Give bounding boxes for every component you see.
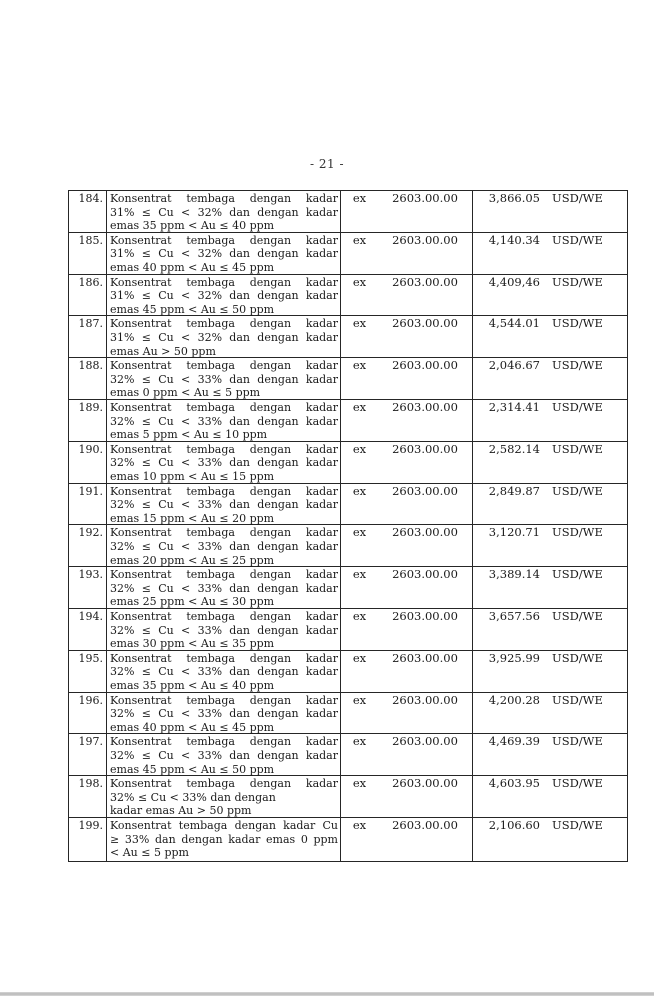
description-line: 32% ≤ Cu < 33% dan dengan kadar <box>110 748 338 762</box>
table-row <box>69 275 627 317</box>
price-value: 4,544.01 <box>488 316 540 331</box>
row-number: 185. <box>69 233 107 275</box>
description-line: emas 40 ppm < Au ≤ 45 ppm <box>110 720 275 734</box>
hs-code: 2603.00.00 <box>378 191 473 233</box>
description-line: Konsentrat tembaga dengan kadar <box>110 400 338 414</box>
row-number: 195. <box>69 651 107 693</box>
row-number: 189. <box>69 400 107 442</box>
ex-marker: ex <box>352 525 367 540</box>
hs-code: 2603.00.00 <box>378 693 473 735</box>
ex-marker: ex <box>352 776 367 791</box>
description-line: 31% ≤ Cu < 32% dan dengan kadar <box>110 289 338 303</box>
table-row <box>69 651 627 693</box>
description-cell <box>107 609 341 651</box>
description-cell <box>107 233 341 275</box>
row-number: 194. <box>69 609 107 651</box>
description-line: 31% ≤ Cu < 32% dan dengan kadar <box>110 247 338 261</box>
description-cell <box>107 734 341 776</box>
description-line: 32% ≤ Cu < 33% dan dengan kadar <box>110 456 338 470</box>
ex-marker: ex <box>352 608 367 623</box>
description-line: Konsentrat tembaga dengan kadar <box>110 609 338 623</box>
description-line: 32% ≤ Cu < 33% dan dengan kadar <box>110 372 338 386</box>
table-row <box>69 818 627 861</box>
row-number: 198. <box>69 776 107 818</box>
description-line: ≥ 33% dan dengan kadar emas 0 ppm <box>110 832 338 846</box>
hs-code: 2603.00.00 <box>378 400 473 442</box>
description-line: Konsentrat tembaga dengan kadar <box>110 192 338 205</box>
description-line: < Au ≤ 5 ppm <box>110 846 189 860</box>
description-line: 32% ≤ Cu < 33% dan dengan kadar <box>110 581 338 595</box>
price-unit: USD/WE <box>552 608 603 623</box>
description-line: Konsentrat tembaga dengan kadar <box>110 359 338 373</box>
description-line: emas 35 ppm < Au ≤ 40 ppm <box>110 678 275 692</box>
description-line: emas 30 ppm < Au ≤ 35 ppm <box>110 637 275 651</box>
description-line: emas 25 ppm < Au ≤ 30 ppm <box>110 595 275 609</box>
hs-code: 2603.00.00 <box>378 316 473 358</box>
row-number: 191. <box>69 484 107 526</box>
price-unit: USD/WE <box>552 191 603 205</box>
price-value: 2,314.41 <box>488 399 540 414</box>
description-line: 32% ≤ Cu < 33% dan dengan kadar <box>110 623 338 637</box>
description-line: 32% ≤ Cu < 33% dan dengan kadar <box>110 414 338 428</box>
price-unit: USD/WE <box>552 650 603 665</box>
description-line: 32% ≤ Cu < 33% dan dengan kadar <box>110 498 338 512</box>
tariff-table <box>68 190 628 862</box>
ex-marker: ex <box>352 692 367 707</box>
price-value: 2,046.67 <box>488 358 540 373</box>
description-line: emas 45 ppm < Au ≤ 50 ppm <box>110 302 275 316</box>
price-value: 4,469.39 <box>488 734 540 749</box>
price-unit: USD/WE <box>552 358 603 373</box>
description-line: 32% ≤ Cu < 33% dan dengan kadar <box>110 665 338 679</box>
ex-marker: ex <box>352 441 367 456</box>
price-value: 4,409,46 <box>488 274 540 289</box>
description-line: 32% ≤ Cu < 33% dan dengan kadar <box>110 539 338 553</box>
description-line: Konsentrat tembaga dengan kadar Cu <box>110 818 338 832</box>
price-unit: USD/WE <box>552 776 603 791</box>
ex-marker: ex <box>352 274 367 289</box>
description-cell <box>107 400 341 442</box>
row-number: 193. <box>69 567 107 609</box>
description-line: Konsentrat tembaga dengan kadar <box>110 317 338 331</box>
price-value: 4,603.95 <box>488 776 540 791</box>
price-unit: USD/WE <box>552 232 603 247</box>
price-value: 2,849.87 <box>488 483 540 498</box>
description-line: emas Au > 50 ppm <box>110 344 216 358</box>
description-line: Konsentrat tembaga dengan kadar <box>110 484 338 498</box>
row-number: 184. <box>69 191 107 233</box>
description-line: Konsentrat tembaga dengan kadar <box>110 651 338 665</box>
price-value: 2,582.14 <box>488 441 540 456</box>
description-line: 31% ≤ Cu < 32% dan dengan kadar <box>110 205 338 219</box>
table-row <box>69 525 627 567</box>
description-line: Konsentrat tembaga dengan kadar <box>110 442 338 456</box>
table-row <box>69 358 627 400</box>
description-line: Konsentrat tembaga dengan kadar <box>110 777 338 791</box>
page-number: - 21 - <box>309 157 344 171</box>
description-line: 32% ≤ Cu < 33% dan dengan kadar <box>110 707 338 721</box>
description-line: emas 45 ppm < Au ≤ 50 ppm <box>110 762 275 776</box>
description-line: 32% ≤ Cu < 33% dan dengan <box>110 790 276 804</box>
description-line: Konsentrat tembaga dengan kadar <box>110 693 338 707</box>
description-cell <box>107 567 341 609</box>
table-row <box>69 734 627 776</box>
price-value: 4,140.34 <box>488 232 540 247</box>
table-row <box>69 484 627 526</box>
table-row <box>69 400 627 442</box>
description-line: 31% ≤ Cu < 32% dan dengan kadar <box>110 330 338 344</box>
description-line: emas 40 ppm < Au ≤ 45 ppm <box>110 260 275 274</box>
ex-marker: ex <box>352 399 367 414</box>
price-unit: USD/WE <box>552 483 603 498</box>
ex-marker: ex <box>352 232 367 247</box>
hs-code: 2603.00.00 <box>378 609 473 651</box>
row-number: 197. <box>69 734 107 776</box>
table-row <box>69 233 627 275</box>
price-value: 3,120.71 <box>488 525 540 540</box>
description-line: Konsentrat tembaga dengan kadar <box>110 275 338 289</box>
description-line: emas 35 ppm < Au ≤ 40 ppm <box>110 219 275 233</box>
description-cell <box>107 191 341 233</box>
hs-code: 2603.00.00 <box>378 525 473 567</box>
price-value: 4,200.28 <box>488 692 540 707</box>
row-number: 187. <box>69 316 107 358</box>
hs-code: 2603.00.00 <box>378 484 473 526</box>
ex-marker: ex <box>352 191 367 205</box>
price-unit: USD/WE <box>552 567 603 582</box>
description-cell <box>107 651 341 693</box>
hs-code: 2603.00.00 <box>378 567 473 609</box>
description-cell <box>107 316 341 358</box>
row-number: 186. <box>69 275 107 317</box>
row-number: 188. <box>69 358 107 400</box>
description-line: emas 5 ppm < Au ≤ 10 ppm <box>110 428 268 442</box>
hs-code: 2603.00.00 <box>378 734 473 776</box>
description-line: Konsentrat tembaga dengan kadar <box>110 526 338 540</box>
table-row <box>69 567 627 609</box>
description-cell <box>107 484 341 526</box>
hs-code: 2603.00.00 <box>378 776 473 818</box>
ex-marker: ex <box>352 817 367 832</box>
row-number: 190. <box>69 442 107 484</box>
hs-code: 2603.00.00 <box>378 442 473 484</box>
description-line: emas 0 ppm < Au ≤ 5 ppm <box>110 386 261 400</box>
row-number: 196. <box>69 693 107 735</box>
ex-marker: ex <box>352 358 367 373</box>
table-row <box>69 442 627 484</box>
table-row <box>69 191 627 233</box>
hs-code: 2603.00.00 <box>378 233 473 275</box>
hs-code: 2603.00.00 <box>378 651 473 693</box>
price-value: 3,925.99 <box>488 650 540 665</box>
price-unit: USD/WE <box>552 399 603 414</box>
description-cell <box>107 358 341 400</box>
description-line: kadar emas Au > 50 ppm <box>110 804 252 818</box>
price-unit: USD/WE <box>552 525 603 540</box>
price-unit: USD/WE <box>552 316 603 331</box>
description-cell <box>107 693 341 735</box>
description-line: Konsentrat tembaga dengan kadar <box>110 568 338 582</box>
ex-marker: ex <box>352 567 367 582</box>
price-unit: USD/WE <box>552 441 603 456</box>
table-row <box>69 776 627 818</box>
description-cell <box>107 776 341 818</box>
hs-code: 2603.00.00 <box>378 358 473 400</box>
description-cell <box>107 818 341 861</box>
price-value: 3,389.14 <box>488 567 540 582</box>
price-unit: USD/WE <box>552 817 603 832</box>
table-row <box>69 693 627 735</box>
description-line: emas 20 ppm < Au ≤ 25 ppm <box>110 553 275 567</box>
description-cell <box>107 525 341 567</box>
ex-marker: ex <box>352 316 367 331</box>
price-value: 3,866.05 <box>488 191 540 205</box>
hs-code: 2603.00.00 <box>378 275 473 317</box>
price-unit: USD/WE <box>552 692 603 707</box>
ex-marker: ex <box>352 734 367 749</box>
description-line: emas 10 ppm < Au ≤ 15 ppm <box>110 469 275 483</box>
scan-edge <box>0 992 654 996</box>
table-row <box>69 609 627 651</box>
description-line: emas 15 ppm < Au ≤ 20 ppm <box>110 511 275 525</box>
table-row <box>69 316 627 358</box>
description-line: Konsentrat tembaga dengan kadar <box>110 735 338 749</box>
price-value: 2,106.60 <box>488 817 540 832</box>
row-number: 192. <box>69 525 107 567</box>
row-number: 199. <box>69 818 107 861</box>
description-cell <box>107 275 341 317</box>
price-unit: USD/WE <box>552 274 603 289</box>
price-value: 3,657.56 <box>488 608 540 623</box>
ex-marker: ex <box>352 650 367 665</box>
description-line: Konsentrat tembaga dengan kadar <box>110 233 338 247</box>
hs-code: 2603.00.00 <box>378 818 473 861</box>
ex-marker: ex <box>352 483 367 498</box>
description-cell <box>107 442 341 484</box>
price-unit: USD/WE <box>552 734 603 749</box>
